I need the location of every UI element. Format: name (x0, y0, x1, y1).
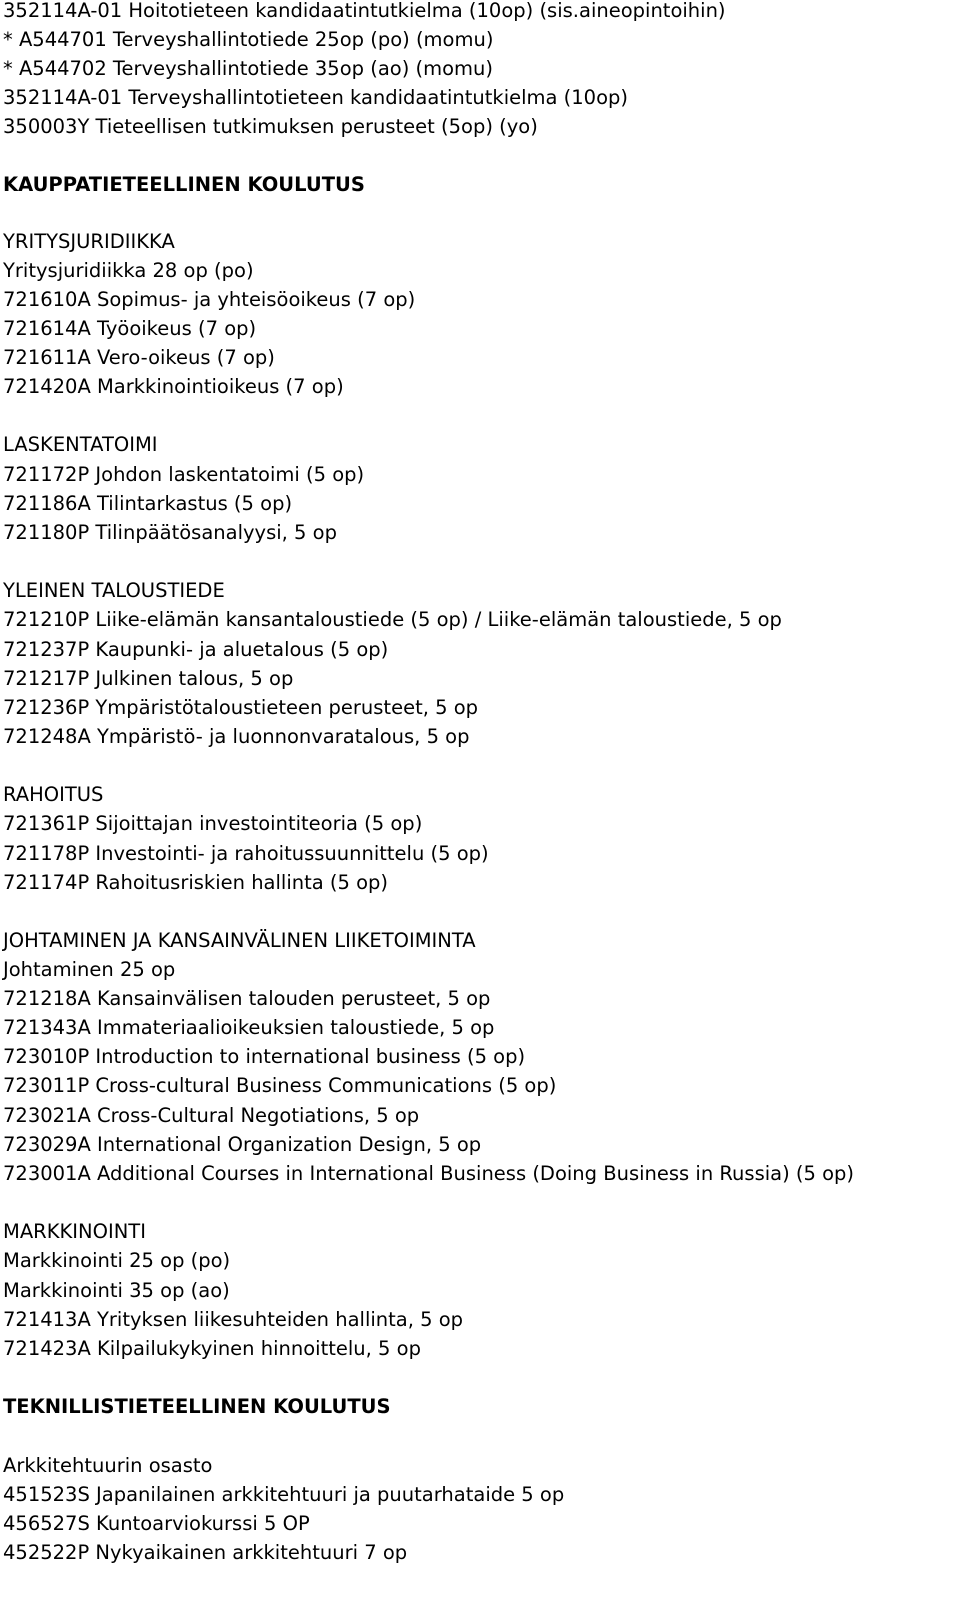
section-heading: JOHTAMINEN JA KANSAINVÄLINEN LIIKETOIMINTA (3, 929, 476, 952)
course-line: 721610A Sopimus- ja yhteisöoikeus (7 op) (3, 288, 416, 311)
course-line: 721614A Työoikeus (7 op) (3, 317, 257, 340)
course-line: 721172P Johdon laskentatoimi (5 op) (3, 463, 365, 486)
course-line: 721611A Vero-oikeus (7 op) (3, 346, 275, 369)
section-heading: Arkkitehtuurin osasto (3, 1454, 213, 1477)
course-line: 721178P Investointi- ja rahoitussuunnittelu (5 op) (3, 842, 489, 865)
course-line: 723001A Additional Courses in International Business (Doing Business in Russia) (5 op) (3, 1162, 855, 1185)
section-heading: YLEINEN TALOUSTIEDE (3, 579, 225, 602)
course-line: Markkinointi 25 op (po) (3, 1249, 231, 1272)
course-line: 721180P Tilinpäätösanalyysi, 5 op (3, 521, 337, 544)
course-line: 723010P Introduction to international business (5 op) (3, 1045, 526, 1068)
section-heading: LASKENTATOIMI (3, 433, 158, 456)
course-line: 721361P Sijoittajan investointiteoria (5 op) (3, 812, 423, 835)
course-line: 721186A Tilintarkastus (5 op) (3, 492, 293, 515)
course-line: 723021A Cross-Cultural Negotiations, 5 op (3, 1104, 420, 1127)
course-line: 456527S Kuntoarviokurssi 5 OP (3, 1512, 310, 1535)
course-line: 721237P Kaupunki- ja aluetalous (5 op) (3, 638, 389, 661)
course-line: 721210P Liike-elämän kansantaloustiede (5 op) / Liike-elämän taloustiede, 5 op (3, 608, 782, 631)
course-line: 721420A Markkinointioikeus (7 op) (3, 375, 344, 398)
course-line: Markkinointi 35 op (ao) (3, 1279, 230, 1302)
section-heading: MARKKINOINTI (3, 1220, 146, 1243)
course-line: 721423A Kilpailukykyinen hinnoittelu, 5 op (3, 1337, 421, 1360)
section-heading: YRITYSJURIDIIKKA (3, 230, 175, 253)
course-line: 352114A-01 Terveyshallintotieteen kandidaatintutkielma (10op) (3, 86, 629, 109)
course-line: 451523S Japanilainen arkkitehtuuri ja puutarhataide 5 op (3, 1483, 565, 1506)
course-line: 721236P Ympäristötaloustieteen perusteet, 5 op (3, 696, 479, 719)
course-line: 721248A Ympäristö- ja luonnonvaratalous, 5 op (3, 725, 470, 748)
course-line: 721413A Yrityksen liikesuhteiden hallinta, 5 op (3, 1308, 464, 1331)
course-line: Yritysjuridiikka 28 op (po) (3, 259, 254, 282)
faculty-heading: TEKNILLISTIETEELLINEN KOULUTUS (3, 1395, 391, 1418)
course-line: * A544701 Terveyshallintotiede 25op (po) (momu) (3, 28, 494, 51)
course-line: 723029A International Organization Design, 5 op (3, 1133, 482, 1156)
course-line: 350003Y Tieteellisen tutkimuksen perusteet (5op) (yo) (3, 115, 538, 138)
course-line: 721217P Julkinen talous, 5 op (3, 667, 294, 690)
course-line: Johtaminen 25 op (3, 958, 176, 981)
course-line: 721343A Immateriaalioikeuksien taloustiede, 5 op (3, 1016, 495, 1039)
course-line: 452522P Nykyaikainen arkkitehtuuri 7 op (3, 1541, 408, 1564)
section-heading: RAHOITUS (3, 783, 104, 806)
course-line: 721174P Rahoitusriskien hallinta (5 op) (3, 871, 389, 894)
faculty-heading: KAUPPATIETEELLINEN KOULUTUS (3, 173, 365, 196)
course-line: 721218A Kansainvälisen talouden perusteet, 5 op (3, 987, 491, 1010)
course-line: * A544702 Terveyshallintotiede 35op (ao) (momu) (3, 57, 494, 80)
course-line: 723011P Cross-cultural Business Communications (5 op) (3, 1074, 557, 1097)
course-line: 352114A-01 Hoitotieteen kandidaatintutkielma (10op) (sis.aineopintoihin) (3, 0, 726, 22)
